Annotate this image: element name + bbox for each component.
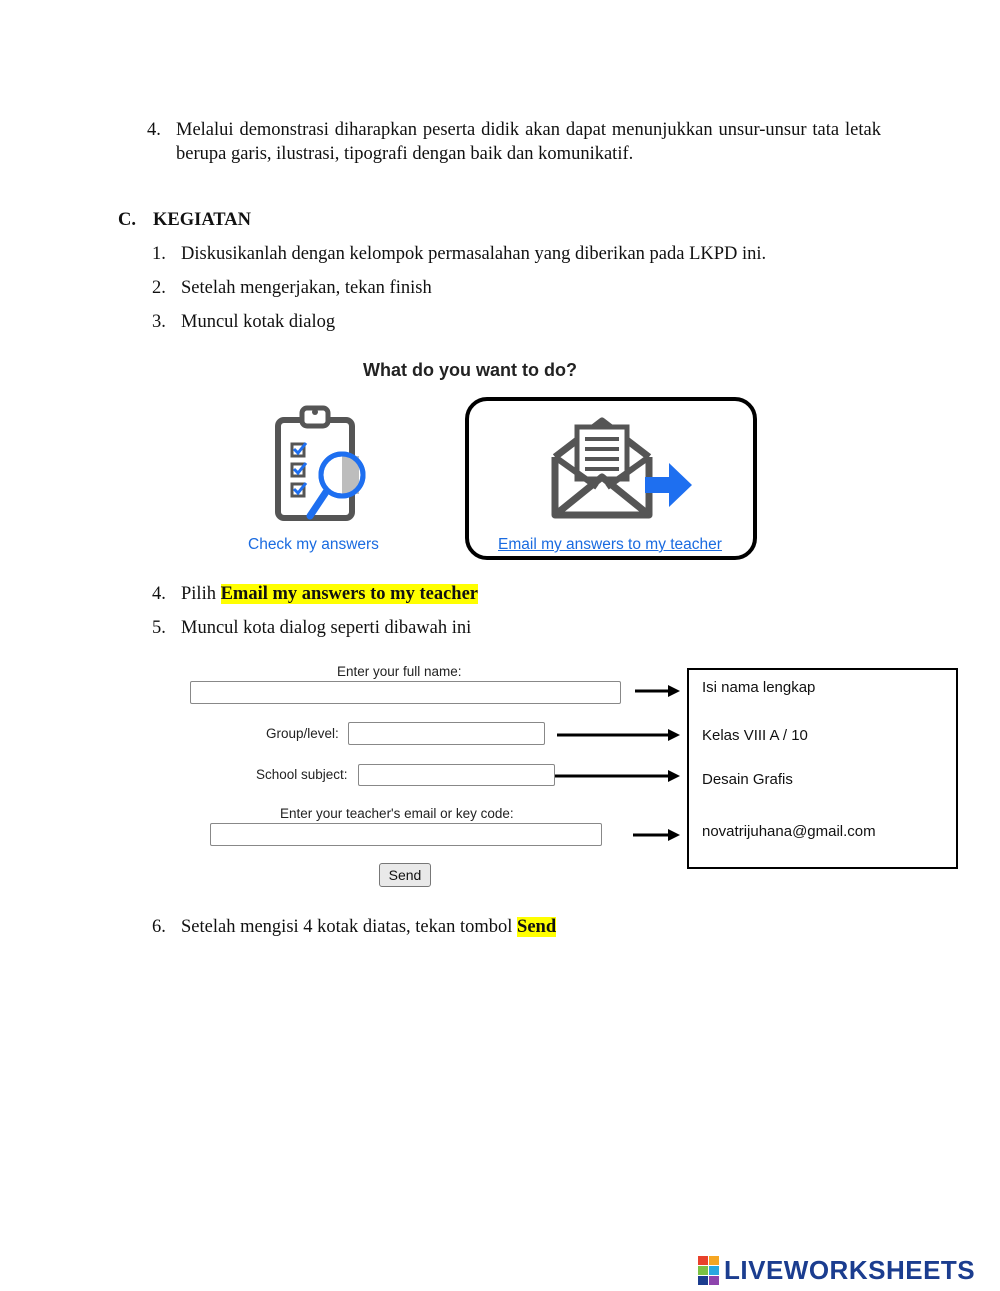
send-button[interactable]: Send — [379, 863, 431, 887]
step-text: Setelah mengerjakan, tekan finish — [181, 278, 432, 298]
step-number: 3. — [152, 312, 166, 332]
full-name-label: Enter your full name: — [337, 664, 462, 679]
step-text — [181, 582, 478, 606]
dialog-title: What do you want to do? — [363, 360, 577, 380]
arrows-group — [550, 680, 685, 845]
teacher-email-label: Enter your teacher's email or key code: — [280, 806, 514, 821]
step-text: Muncul kota dialog seperti dibawah ini — [181, 618, 472, 638]
arrow-icon — [555, 770, 680, 782]
objective-text: Melalui demonstrasi diharapkan peserta didik akan dapat menunjukkan unsur-unsur tata letak berupa garis, ilustrasi, tipografi dengan baik dan komunikatif. — [176, 120, 881, 164]
subject-value-text: Desain Grafis — [702, 771, 793, 788]
step-number: 5. — [152, 618, 166, 638]
step-text-plain: Setelah mengisi 4 kotak diatas, tekan tombol — [181, 917, 518, 937]
arrow-icon — [633, 829, 680, 841]
step-text — [181, 915, 556, 939]
arrow-icon — [557, 729, 680, 741]
step-text: Diskusikanlah dengan kelompok permasalahan yang diberikan pada LKPD ini. — [181, 244, 767, 264]
check-answers-label[interactable]: Check my answers — [248, 536, 379, 553]
arrow-icon — [635, 685, 680, 697]
group-level-label: Group/level: — [266, 726, 339, 741]
name-hint-text: Isi nama lengkap — [702, 679, 816, 696]
teacher-email-input[interactable] — [210, 823, 602, 846]
email-value-text: novatrijuhana@gmail.com — [702, 823, 876, 840]
highlighted-option: Email my answers to my teacher — [220, 584, 478, 604]
section-heading — [118, 208, 251, 232]
group-value-text: Kelas VIII A / 10 — [702, 727, 808, 744]
school-subject-input[interactable] — [358, 764, 555, 786]
email-answers-label[interactable]: Email my answers to my teacher — [498, 536, 722, 553]
group-level-input[interactable] — [348, 722, 545, 745]
clipboard-search-icon — [240, 400, 400, 540]
step-number: 2. — [152, 278, 166, 298]
section-letter: C. — [118, 210, 136, 230]
brand-name: LIVEWORKSHEETS — [724, 1255, 976, 1285]
liveworksheets-logo-icon — [697, 1254, 721, 1286]
step-number: 4. — [152, 584, 166, 604]
school-subject-label: School subject: — [256, 767, 348, 782]
envelope-arrow-icon — [547, 407, 717, 527]
step-text: Muncul kotak dialog — [181, 312, 336, 332]
section-title: KEGIATAN — [153, 210, 251, 230]
step-number: 6. — [152, 917, 166, 937]
step-text-plain: Pilih — [181, 584, 221, 604]
step-number: 1. — [152, 244, 166, 264]
answer-info-box — [687, 668, 958, 869]
highlighted-button-name: Send — [517, 917, 557, 937]
objective-number: 4. — [147, 120, 161, 140]
